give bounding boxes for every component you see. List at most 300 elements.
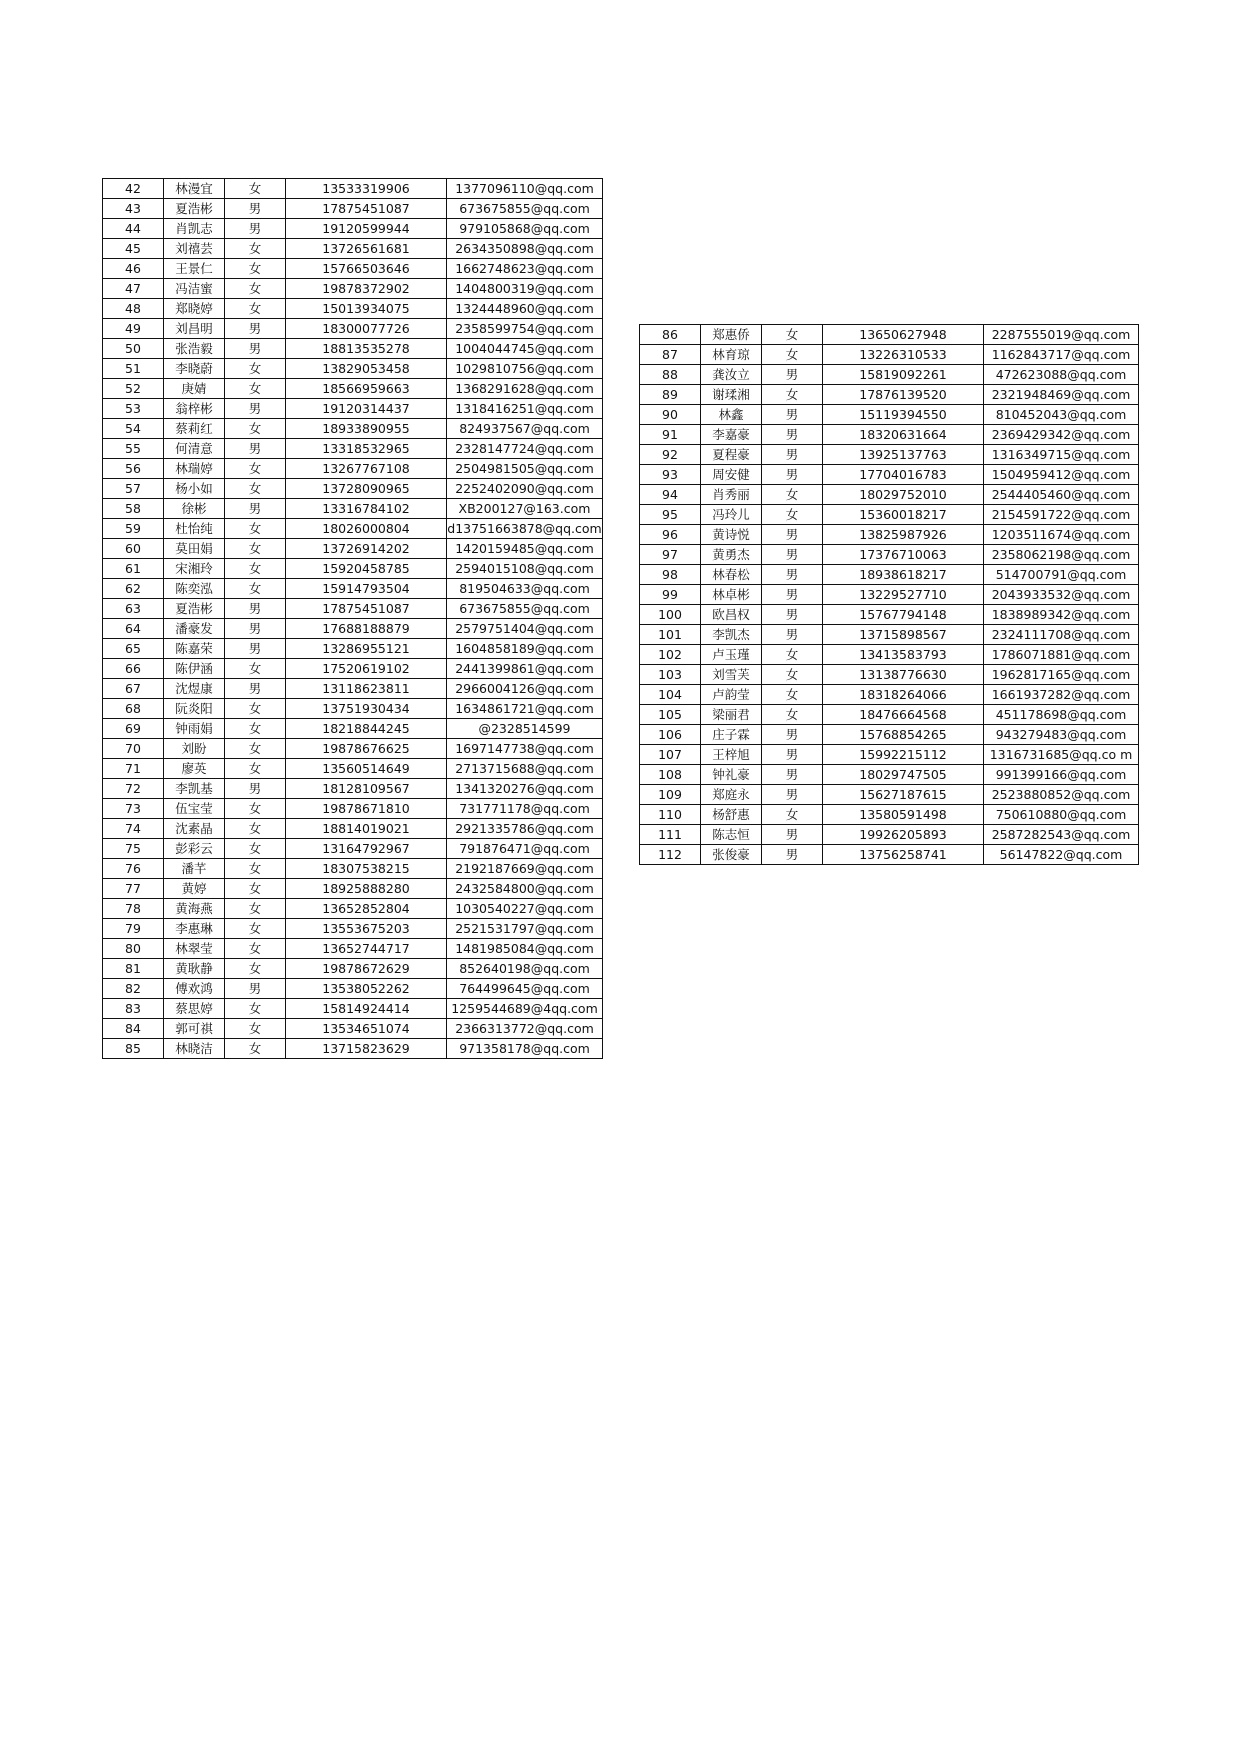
email-cell: d13751663878@qq.com bbox=[447, 519, 603, 539]
row-number-cell: 71 bbox=[103, 759, 164, 779]
student-name-cell: 陈奕泓 bbox=[164, 579, 225, 599]
student-name-cell: 陈嘉荣 bbox=[164, 639, 225, 659]
phone-number-cell: 17688188879 bbox=[286, 619, 447, 639]
table-row bbox=[103, 399, 603, 419]
gender-cell: 女 bbox=[225, 559, 286, 579]
phone-number-cell: 13533319906 bbox=[286, 179, 447, 199]
table-row bbox=[103, 759, 603, 779]
gender-cell: 男 bbox=[225, 639, 286, 659]
gender-cell: 男 bbox=[762, 465, 823, 485]
student-name-cell: 庄子霖 bbox=[701, 725, 762, 745]
student-name-cell: 王景仁 bbox=[164, 259, 225, 279]
student-name-cell: 黄勇杰 bbox=[701, 545, 762, 565]
table-row bbox=[103, 959, 603, 979]
row-number-cell: 58 bbox=[103, 499, 164, 519]
row-number-cell: 84 bbox=[103, 1019, 164, 1039]
email-cell: 2192187669@qq.com bbox=[447, 859, 603, 879]
student-name-cell: 杜怡纯 bbox=[164, 519, 225, 539]
row-number-cell: 92 bbox=[640, 445, 701, 465]
email-cell: 1324448960@qq.com bbox=[447, 299, 603, 319]
email-cell: @2328514599 bbox=[447, 719, 603, 739]
gender-cell: 女 bbox=[225, 939, 286, 959]
gender-cell: 女 bbox=[225, 799, 286, 819]
email-cell: 2358599754@qq.com bbox=[447, 319, 603, 339]
table-row bbox=[640, 385, 1139, 405]
table-row bbox=[103, 379, 603, 399]
table-row bbox=[640, 465, 1139, 485]
table-row bbox=[640, 665, 1139, 685]
phone-number-cell: 18029752010 bbox=[823, 485, 984, 505]
email-cell: 2043933532@qq.com bbox=[984, 585, 1139, 605]
email-cell: 2154591722@qq.com bbox=[984, 505, 1139, 525]
phone-number-cell: 18218844245 bbox=[286, 719, 447, 739]
row-number-cell: 88 bbox=[640, 365, 701, 385]
row-number-cell: 109 bbox=[640, 785, 701, 805]
table-row bbox=[640, 545, 1139, 565]
email-cell: 2544405460@qq.com bbox=[984, 485, 1139, 505]
email-cell: 2252402090@qq.com bbox=[447, 479, 603, 499]
student-name-cell: 周安健 bbox=[701, 465, 762, 485]
row-number-cell: 53 bbox=[103, 399, 164, 419]
email-cell: 1634861721@qq.com bbox=[447, 699, 603, 719]
phone-number-cell: 13164792967 bbox=[286, 839, 447, 859]
phone-number-cell: 13829053458 bbox=[286, 359, 447, 379]
email-cell: 2504981505@qq.com bbox=[447, 459, 603, 479]
phone-number-cell: 13534651074 bbox=[286, 1019, 447, 1039]
student-name-cell: 杨小如 bbox=[164, 479, 225, 499]
table-row bbox=[640, 585, 1139, 605]
phone-number-cell: 17376710063 bbox=[823, 545, 984, 565]
phone-number-cell: 19120599944 bbox=[286, 219, 447, 239]
student-name-cell: 蔡莉红 bbox=[164, 419, 225, 439]
phone-number-cell: 15767794148 bbox=[823, 605, 984, 625]
phone-number-cell: 15119394550 bbox=[823, 405, 984, 425]
email-cell: 2432584800@qq.com bbox=[447, 879, 603, 899]
student-name-cell: 龚汝立 bbox=[701, 365, 762, 385]
student-name-cell: 林鑫 bbox=[701, 405, 762, 425]
email-cell: 2523880852@qq.com bbox=[984, 785, 1139, 805]
roster-table-left bbox=[102, 178, 603, 1059]
row-number-cell: 50 bbox=[103, 339, 164, 359]
table-row bbox=[640, 605, 1139, 625]
table-row bbox=[640, 725, 1139, 745]
row-number-cell: 68 bbox=[103, 699, 164, 719]
gender-cell: 男 bbox=[762, 585, 823, 605]
row-number-cell: 63 bbox=[103, 599, 164, 619]
email-cell: 819504633@qq.com bbox=[447, 579, 603, 599]
gender-cell: 女 bbox=[225, 859, 286, 879]
gender-cell: 女 bbox=[225, 1019, 286, 1039]
gender-cell: 男 bbox=[762, 545, 823, 565]
gender-cell: 女 bbox=[225, 819, 286, 839]
gender-cell: 女 bbox=[225, 1039, 286, 1059]
phone-number-cell: 13553675203 bbox=[286, 919, 447, 939]
phone-number-cell: 13580591498 bbox=[823, 805, 984, 825]
student-name-cell: 刘禧芸 bbox=[164, 239, 225, 259]
table-row bbox=[103, 939, 603, 959]
row-number-cell: 82 bbox=[103, 979, 164, 999]
student-name-cell: 冯玲儿 bbox=[701, 505, 762, 525]
gender-cell: 女 bbox=[762, 805, 823, 825]
student-name-cell: 肖凯志 bbox=[164, 219, 225, 239]
gender-cell: 女 bbox=[762, 385, 823, 405]
email-cell: 1838989342@qq.com bbox=[984, 605, 1139, 625]
table-row bbox=[103, 519, 603, 539]
student-name-cell: 林春松 bbox=[701, 565, 762, 585]
email-cell: 2587282543@qq.com bbox=[984, 825, 1139, 845]
email-cell: 943279483@qq.com bbox=[984, 725, 1139, 745]
student-name-cell: 潘芊 bbox=[164, 859, 225, 879]
row-number-cell: 110 bbox=[640, 805, 701, 825]
email-cell: 1662748623@qq.com bbox=[447, 259, 603, 279]
phone-number-cell: 13138776630 bbox=[823, 665, 984, 685]
gender-cell: 男 bbox=[225, 679, 286, 699]
table-row bbox=[103, 499, 603, 519]
email-cell: 1962817165@qq.com bbox=[984, 665, 1139, 685]
phone-number-cell: 15920458785 bbox=[286, 559, 447, 579]
phone-number-cell: 17875451087 bbox=[286, 599, 447, 619]
row-number-cell: 81 bbox=[103, 959, 164, 979]
phone-number-cell: 18925888280 bbox=[286, 879, 447, 899]
student-name-cell: 林晓洁 bbox=[164, 1039, 225, 1059]
table-row bbox=[103, 459, 603, 479]
phone-number-cell: 18814019021 bbox=[286, 819, 447, 839]
table-row bbox=[103, 199, 603, 219]
table-row bbox=[640, 625, 1139, 645]
row-number-cell: 108 bbox=[640, 765, 701, 785]
student-name-cell: 蔡思婷 bbox=[164, 999, 225, 1019]
email-cell: 451178698@qq.com bbox=[984, 705, 1139, 725]
table-row bbox=[103, 359, 603, 379]
gender-cell: 女 bbox=[225, 699, 286, 719]
gender-cell: 女 bbox=[225, 379, 286, 399]
row-number-cell: 43 bbox=[103, 199, 164, 219]
phone-number-cell: 17704016783 bbox=[823, 465, 984, 485]
student-name-cell: 林育琼 bbox=[701, 345, 762, 365]
row-number-cell: 69 bbox=[103, 719, 164, 739]
student-name-cell: 冯洁蜜 bbox=[164, 279, 225, 299]
student-name-cell: 林翠莹 bbox=[164, 939, 225, 959]
table-row bbox=[103, 819, 603, 839]
row-number-cell: 101 bbox=[640, 625, 701, 645]
student-name-cell: 徐彬 bbox=[164, 499, 225, 519]
email-cell: 472623088@qq.com bbox=[984, 365, 1139, 385]
gender-cell: 男 bbox=[762, 765, 823, 785]
row-number-cell: 55 bbox=[103, 439, 164, 459]
phone-number-cell: 17875451087 bbox=[286, 199, 447, 219]
email-cell: 2966004126@qq.com bbox=[447, 679, 603, 699]
phone-number-cell: 13756258741 bbox=[823, 845, 984, 865]
student-name-cell: 郑晓婷 bbox=[164, 299, 225, 319]
table-row bbox=[103, 639, 603, 659]
phone-number-cell: 18813535278 bbox=[286, 339, 447, 359]
gender-cell: 男 bbox=[225, 399, 286, 419]
gender-cell: 男 bbox=[225, 979, 286, 999]
phone-number-cell: 13726914202 bbox=[286, 539, 447, 559]
row-number-cell: 102 bbox=[640, 645, 701, 665]
gender-cell: 男 bbox=[762, 845, 823, 865]
email-cell: 2441399861@qq.com bbox=[447, 659, 603, 679]
email-cell: 1404800319@qq.com bbox=[447, 279, 603, 299]
email-cell: 1029810756@qq.com bbox=[447, 359, 603, 379]
student-name-cell: 庚婧 bbox=[164, 379, 225, 399]
row-number-cell: 54 bbox=[103, 419, 164, 439]
student-name-cell: 傅欢鸿 bbox=[164, 979, 225, 999]
row-number-cell: 94 bbox=[640, 485, 701, 505]
email-cell: 2366313772@qq.com bbox=[447, 1019, 603, 1039]
table-row bbox=[103, 659, 603, 679]
row-number-cell: 79 bbox=[103, 919, 164, 939]
phone-number-cell: 13413583793 bbox=[823, 645, 984, 665]
student-name-cell: 伍宝莹 bbox=[164, 799, 225, 819]
email-cell: 2921335786@qq.com bbox=[447, 819, 603, 839]
gender-cell: 男 bbox=[762, 445, 823, 465]
student-name-cell: 彭彩云 bbox=[164, 839, 225, 859]
phone-number-cell: 15013934075 bbox=[286, 299, 447, 319]
row-number-cell: 45 bbox=[103, 239, 164, 259]
student-name-cell: 沈煜康 bbox=[164, 679, 225, 699]
phone-number-cell: 13538052262 bbox=[286, 979, 447, 999]
row-number-cell: 56 bbox=[103, 459, 164, 479]
gender-cell: 女 bbox=[225, 419, 286, 439]
student-name-cell: 黄诗悦 bbox=[701, 525, 762, 545]
phone-number-cell: 15360018217 bbox=[823, 505, 984, 525]
email-cell: 1316731685@qq.co m bbox=[984, 745, 1139, 765]
phone-number-cell: 15814924414 bbox=[286, 999, 447, 1019]
row-number-cell: 51 bbox=[103, 359, 164, 379]
email-cell: 750610880@qq.com bbox=[984, 805, 1139, 825]
table-row bbox=[640, 645, 1139, 665]
email-cell: 1481985084@qq.com bbox=[447, 939, 603, 959]
table-row bbox=[640, 425, 1139, 445]
table-row bbox=[103, 739, 603, 759]
student-name-cell: 卢玉瑾 bbox=[701, 645, 762, 665]
table-row bbox=[103, 619, 603, 639]
table-row bbox=[103, 219, 603, 239]
gender-cell: 男 bbox=[762, 625, 823, 645]
student-name-cell: 翁梓彬 bbox=[164, 399, 225, 419]
email-cell: 2521531797@qq.com bbox=[447, 919, 603, 939]
student-name-cell: 梁丽君 bbox=[701, 705, 762, 725]
table-row bbox=[103, 599, 603, 619]
student-name-cell: 郑庭永 bbox=[701, 785, 762, 805]
gender-cell: 女 bbox=[762, 665, 823, 685]
row-number-cell: 72 bbox=[103, 779, 164, 799]
table-row bbox=[103, 319, 603, 339]
gender-cell: 男 bbox=[225, 599, 286, 619]
table-row bbox=[103, 579, 603, 599]
gender-cell: 女 bbox=[225, 479, 286, 499]
row-number-cell: 103 bbox=[640, 665, 701, 685]
table-row bbox=[640, 805, 1139, 825]
table-row bbox=[640, 345, 1139, 365]
table-row bbox=[640, 845, 1139, 865]
student-name-cell: 肖秀丽 bbox=[701, 485, 762, 505]
table-row bbox=[103, 1039, 603, 1059]
row-number-cell: 42 bbox=[103, 179, 164, 199]
gender-cell: 女 bbox=[762, 645, 823, 665]
phone-number-cell: 13286955121 bbox=[286, 639, 447, 659]
phone-number-cell: 17520619102 bbox=[286, 659, 447, 679]
student-name-cell: 王梓旭 bbox=[701, 745, 762, 765]
student-name-cell: 刘盼 bbox=[164, 739, 225, 759]
email-cell: 824937567@qq.com bbox=[447, 419, 603, 439]
row-number-cell: 61 bbox=[103, 559, 164, 579]
student-name-cell: 黄婷 bbox=[164, 879, 225, 899]
table-row bbox=[103, 239, 603, 259]
table-row bbox=[103, 1019, 603, 1039]
table-row bbox=[103, 539, 603, 559]
gender-cell: 女 bbox=[225, 919, 286, 939]
student-name-cell: 刘雪芙 bbox=[701, 665, 762, 685]
table-row bbox=[103, 679, 603, 699]
gender-cell: 女 bbox=[225, 519, 286, 539]
student-name-cell: 黄耿静 bbox=[164, 959, 225, 979]
email-cell: 2358062198@qq.com bbox=[984, 545, 1139, 565]
student-name-cell: 林瑞婷 bbox=[164, 459, 225, 479]
row-number-cell: 93 bbox=[640, 465, 701, 485]
table-row bbox=[103, 979, 603, 999]
table-row bbox=[103, 259, 603, 279]
phone-number-cell: 13560514649 bbox=[286, 759, 447, 779]
phone-number-cell: 13925137763 bbox=[823, 445, 984, 465]
phone-number-cell: 18300077726 bbox=[286, 319, 447, 339]
table-row bbox=[103, 719, 603, 739]
row-number-cell: 104 bbox=[640, 685, 701, 705]
row-number-cell: 62 bbox=[103, 579, 164, 599]
student-name-cell: 刘昌明 bbox=[164, 319, 225, 339]
email-cell: 1162843717@qq.com bbox=[984, 345, 1139, 365]
student-name-cell: 杨舒惠 bbox=[701, 805, 762, 825]
gender-cell: 男 bbox=[762, 825, 823, 845]
table-row bbox=[103, 339, 603, 359]
row-number-cell: 44 bbox=[103, 219, 164, 239]
student-name-cell: 陈伊涵 bbox=[164, 659, 225, 679]
student-name-cell: 李晓蔚 bbox=[164, 359, 225, 379]
phone-number-cell: 13229527710 bbox=[823, 585, 984, 605]
table-row bbox=[640, 745, 1139, 765]
phone-number-cell: 18320631664 bbox=[823, 425, 984, 445]
gender-cell: 男 bbox=[762, 525, 823, 545]
phone-number-cell: 17876139520 bbox=[823, 385, 984, 405]
gender-cell: 女 bbox=[225, 579, 286, 599]
gender-cell: 女 bbox=[762, 485, 823, 505]
table-row bbox=[640, 685, 1139, 705]
email-cell: 2634350898@qq.com bbox=[447, 239, 603, 259]
phone-number-cell: 13652852804 bbox=[286, 899, 447, 919]
row-number-cell: 46 bbox=[103, 259, 164, 279]
row-number-cell: 80 bbox=[103, 939, 164, 959]
gender-cell: 女 bbox=[225, 879, 286, 899]
gender-cell: 男 bbox=[225, 219, 286, 239]
table-row bbox=[640, 325, 1139, 345]
gender-cell: 男 bbox=[225, 779, 286, 799]
gender-cell: 男 bbox=[225, 619, 286, 639]
gender-cell: 女 bbox=[225, 259, 286, 279]
email-cell: 1786071881@qq.com bbox=[984, 645, 1139, 665]
email-cell: 971358178@qq.com bbox=[447, 1039, 603, 1059]
gender-cell: 男 bbox=[762, 605, 823, 625]
student-name-cell: 张浩毅 bbox=[164, 339, 225, 359]
table-row bbox=[640, 405, 1139, 425]
phone-number-cell: 15768854265 bbox=[823, 725, 984, 745]
email-cell: 1661937282@qq.com bbox=[984, 685, 1139, 705]
email-cell: 673675855@qq.com bbox=[447, 599, 603, 619]
table-row bbox=[103, 299, 603, 319]
email-cell: 1368291628@qq.com bbox=[447, 379, 603, 399]
gender-cell: 男 bbox=[762, 745, 823, 765]
email-cell: 2579751404@qq.com bbox=[447, 619, 603, 639]
gender-cell: 女 bbox=[762, 345, 823, 365]
phone-number-cell: 15627187615 bbox=[823, 785, 984, 805]
email-cell: 791876471@qq.com bbox=[447, 839, 603, 859]
email-cell: 2287555019@qq.com bbox=[984, 325, 1139, 345]
row-number-cell: 87 bbox=[640, 345, 701, 365]
email-cell: 56147822@qq.com bbox=[984, 845, 1139, 865]
row-number-cell: 89 bbox=[640, 385, 701, 405]
row-number-cell: 112 bbox=[640, 845, 701, 865]
email-cell: 731771178@qq.com bbox=[447, 799, 603, 819]
row-number-cell: 86 bbox=[640, 325, 701, 345]
student-name-cell: 钟雨娟 bbox=[164, 719, 225, 739]
table-row bbox=[640, 765, 1139, 785]
row-number-cell: 95 bbox=[640, 505, 701, 525]
row-number-cell: 48 bbox=[103, 299, 164, 319]
gender-cell: 女 bbox=[225, 179, 286, 199]
student-name-cell: 何清意 bbox=[164, 439, 225, 459]
row-number-cell: 85 bbox=[103, 1039, 164, 1059]
gender-cell: 女 bbox=[225, 759, 286, 779]
gender-cell: 男 bbox=[225, 199, 286, 219]
phone-number-cell: 13316784102 bbox=[286, 499, 447, 519]
email-cell: 1504959412@qq.com bbox=[984, 465, 1139, 485]
student-name-cell: 李凯基 bbox=[164, 779, 225, 799]
phone-number-cell: 19878672629 bbox=[286, 959, 447, 979]
phone-number-cell: 13715898567 bbox=[823, 625, 984, 645]
gender-cell: 男 bbox=[762, 365, 823, 385]
phone-number-cell: 13715823629 bbox=[286, 1039, 447, 1059]
student-name-cell: 李嘉豪 bbox=[701, 425, 762, 445]
student-name-cell: 潘豪发 bbox=[164, 619, 225, 639]
phone-number-cell: 15992215112 bbox=[823, 745, 984, 765]
gender-cell: 女 bbox=[225, 359, 286, 379]
table-row bbox=[640, 365, 1139, 385]
table-row bbox=[103, 839, 603, 859]
gender-cell: 女 bbox=[225, 659, 286, 679]
table-row bbox=[103, 419, 603, 439]
gender-cell: 女 bbox=[762, 325, 823, 345]
phone-number-cell: 19878676625 bbox=[286, 739, 447, 759]
row-number-cell: 107 bbox=[640, 745, 701, 765]
phone-number-cell: 13652744717 bbox=[286, 939, 447, 959]
gender-cell: 女 bbox=[225, 839, 286, 859]
phone-number-cell: 13118623811 bbox=[286, 679, 447, 699]
gender-cell: 女 bbox=[762, 705, 823, 725]
row-number-cell: 96 bbox=[640, 525, 701, 545]
row-number-cell: 47 bbox=[103, 279, 164, 299]
email-cell: 979105868@qq.com bbox=[447, 219, 603, 239]
email-cell: 1316349715@qq.com bbox=[984, 445, 1139, 465]
phone-number-cell: 19926205893 bbox=[823, 825, 984, 845]
student-name-cell: 莫田娟 bbox=[164, 539, 225, 559]
email-cell: 1203511674@qq.com bbox=[984, 525, 1139, 545]
gender-cell: 女 bbox=[225, 739, 286, 759]
gender-cell: 男 bbox=[225, 319, 286, 339]
email-cell: 2321948469@qq.com bbox=[984, 385, 1139, 405]
row-number-cell: 59 bbox=[103, 519, 164, 539]
row-number-cell: 111 bbox=[640, 825, 701, 845]
phone-number-cell: 19878372902 bbox=[286, 279, 447, 299]
